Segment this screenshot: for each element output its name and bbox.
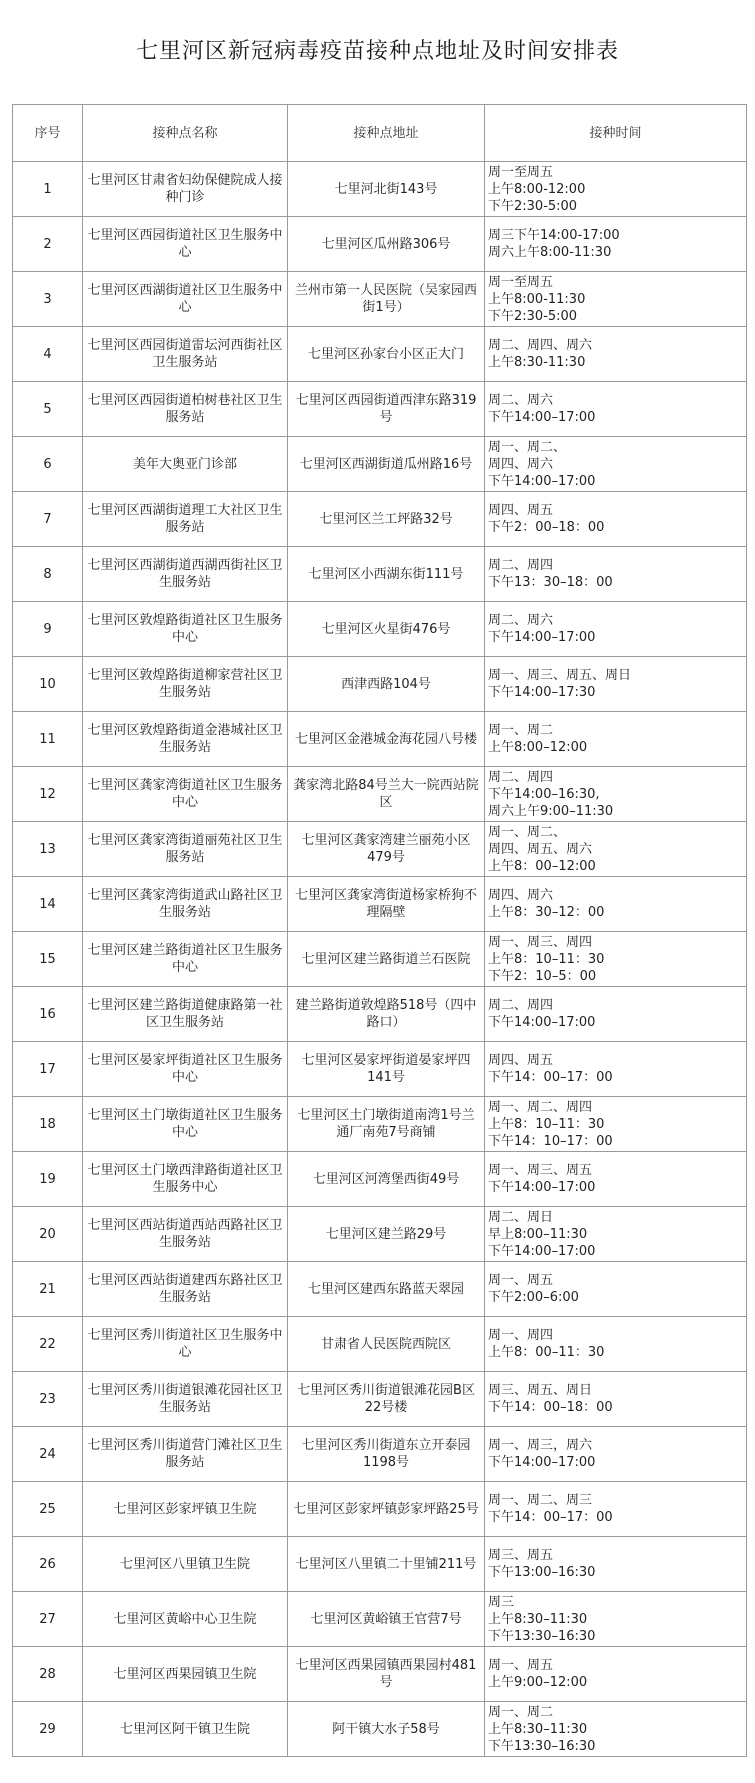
header-address: 接种点地址 bbox=[288, 105, 485, 162]
site-name: 七里河区敦煌路街道社区卫生服务中心 bbox=[83, 602, 288, 657]
vaccination-time: 周三下午14:00-17:00 周六上午8:00-11:30 bbox=[485, 217, 747, 272]
table-row bbox=[13, 1317, 747, 1372]
row-number: 13 bbox=[13, 822, 83, 877]
row-number: 14 bbox=[13, 877, 83, 932]
site-name: 七里河区龚家湾街道武山路社区卫生服务站 bbox=[83, 877, 288, 932]
table-row bbox=[13, 1702, 747, 1757]
vaccination-time: 周二、周日 早上8:00–11:30 下午14:00–17:00 bbox=[485, 1207, 747, 1262]
table-row bbox=[13, 1537, 747, 1592]
site-address: 兰州市第一人民医院（吴家园西街1号） bbox=[288, 272, 485, 327]
site-name: 七里河区彭家坪镇卫生院 bbox=[83, 1482, 288, 1537]
row-number: 21 bbox=[13, 1262, 83, 1317]
site-address: 阿干镇大水子58号 bbox=[288, 1702, 485, 1757]
vaccination-time: 周二、周四 下午14:00–17:00 bbox=[485, 987, 747, 1042]
table-row bbox=[13, 1207, 747, 1262]
site-name: 七里河区西湖街道西湖西街社区卫生服务站 bbox=[83, 547, 288, 602]
row-number: 15 bbox=[13, 932, 83, 987]
page-title: 七里河区新冠病毒疫苗接种点地址及时间安排表 bbox=[135, 39, 619, 64]
site-name: 七里河区西湖街道理工大社区卫生服务站 bbox=[83, 492, 288, 547]
site-name: 七里河区敦煌路街道金港城社区卫生服务站 bbox=[83, 712, 288, 767]
site-address: 七里河区西果园镇西果园村481号 bbox=[288, 1647, 485, 1702]
site-name: 美年大奥亚门诊部 bbox=[83, 437, 288, 492]
vaccination-time: 周二、周四 下午13：30–18：00 bbox=[485, 547, 747, 602]
vaccination-time: 周二、周四、周六 上午8:30-11:30 bbox=[485, 327, 747, 382]
row-number: 5 bbox=[13, 382, 83, 437]
table-row bbox=[13, 1097, 747, 1152]
site-address: 七里河区孙家台小区正大门 bbox=[288, 327, 485, 382]
table-row bbox=[13, 217, 747, 272]
vaccination-time: 周一、周五 下午2:00–6:00 bbox=[485, 1262, 747, 1317]
site-address: 七里河区火星街476号 bbox=[288, 602, 485, 657]
row-number: 1 bbox=[13, 162, 83, 217]
site-address: 七里河区兰工坪路32号 bbox=[288, 492, 485, 547]
table-row bbox=[13, 932, 747, 987]
row-number: 6 bbox=[13, 437, 83, 492]
site-name: 七里河区西园街道雷坛河西街社区卫生服务站 bbox=[83, 327, 288, 382]
site-name: 七里河区甘肃省妇幼保健院成人接种门诊 bbox=[83, 162, 288, 217]
table-body bbox=[13, 162, 747, 1757]
row-number: 28 bbox=[13, 1647, 83, 1702]
row-number: 27 bbox=[13, 1592, 83, 1647]
site-address: 七里河区西园街道西津东路319号 bbox=[288, 382, 485, 437]
row-number: 10 bbox=[13, 657, 83, 712]
vaccination-time: 周一、周二 上午8:30–11:30 下午13:30–16:30 bbox=[485, 1702, 747, 1757]
site-name: 七里河区西站街道西站西路社区卫生服务站 bbox=[83, 1207, 288, 1262]
table-row bbox=[13, 877, 747, 932]
vaccination-time: 周一、周二 上午8:00–12:00 bbox=[485, 712, 747, 767]
table-row bbox=[13, 272, 747, 327]
table-row bbox=[13, 767, 747, 822]
vaccination-time: 周四、周五 下午2：00–18：00 bbox=[485, 492, 747, 547]
table-row bbox=[13, 1427, 747, 1482]
site-address: 七里河区土门墩街道南湾1号兰通厂南苑7号商铺 bbox=[288, 1097, 485, 1152]
table-row bbox=[13, 1372, 747, 1427]
table-row bbox=[13, 382, 747, 437]
site-name: 七里河区土门墩街道社区卫生服务中心 bbox=[83, 1097, 288, 1152]
vaccination-time: 周三、周五、周日 下午14：00–18：00 bbox=[485, 1372, 747, 1427]
row-number: 9 bbox=[13, 602, 83, 657]
vaccination-time: 周一、周二、 周四、周六 下午14:00–17:00 bbox=[485, 437, 747, 492]
table-row bbox=[13, 327, 747, 382]
table-row bbox=[13, 492, 747, 547]
vaccination-time: 周一、周二、周四 上午8：10–11：30 下午14：10–17：00 bbox=[485, 1097, 747, 1152]
vaccination-time: 周一、周三，周六 下午14:00–17:00 bbox=[485, 1427, 747, 1482]
site-address: 七里河区秀川街道银滩花园B区22号楼 bbox=[288, 1372, 485, 1427]
site-address: 七里河区河湾堡西街49号 bbox=[288, 1152, 485, 1207]
row-number: 4 bbox=[13, 327, 83, 382]
vaccination-time: 周一、周三、周五 下午14:00–17:00 bbox=[485, 1152, 747, 1207]
table-row bbox=[13, 602, 747, 657]
site-address: 七里河区建兰路29号 bbox=[288, 1207, 485, 1262]
site-name: 七里河区西果园镇卫生院 bbox=[83, 1647, 288, 1702]
table-row bbox=[13, 1262, 747, 1317]
vaccination-time: 周三、周五 下午13:00–16:30 bbox=[485, 1537, 747, 1592]
vaccination-time: 周二、周四 下午14:00–16:30, 周六上午9:00–11:30 bbox=[485, 767, 747, 822]
vaccination-time: 周一、周五 上午9:00–12:00 bbox=[485, 1647, 747, 1702]
vaccination-time: 周二、周六 下午14:00–17:00 bbox=[485, 382, 747, 437]
vaccination-time: 周一至周五 上午8:00-12:00 下午2:30-5:00 bbox=[485, 162, 747, 217]
site-name: 七里河区秀川街道营门滩社区卫生服务站 bbox=[83, 1427, 288, 1482]
vaccination-schedule-table bbox=[12, 104, 747, 1757]
table-row bbox=[13, 162, 747, 217]
row-number: 22 bbox=[13, 1317, 83, 1372]
vaccination-time: 周一、周三、周五、周日 下午14:00–17:30 bbox=[485, 657, 747, 712]
vaccination-time: 周一、周二、周三 下午14：00–17：00 bbox=[485, 1482, 747, 1537]
table-row bbox=[13, 437, 747, 492]
vaccination-time: 周四、周六 上午8：30–12：00 bbox=[485, 877, 747, 932]
row-number: 29 bbox=[13, 1702, 83, 1757]
site-name: 七里河区西站街道建西东路社区卫生服务站 bbox=[83, 1262, 288, 1317]
site-address: 七里河区金港城金海花园八号楼 bbox=[288, 712, 485, 767]
row-number: 25 bbox=[13, 1482, 83, 1537]
table-row bbox=[13, 657, 747, 712]
site-address: 建兰路街道敦煌路518号（四中路口） bbox=[288, 987, 485, 1042]
vaccination-time: 周四、周五 下午14：00–17：00 bbox=[485, 1042, 747, 1097]
site-address: 七里河区瓜州路306号 bbox=[288, 217, 485, 272]
row-number: 23 bbox=[13, 1372, 83, 1427]
row-number: 12 bbox=[13, 767, 83, 822]
site-name: 七里河区敦煌路街道柳家营社区卫生服务站 bbox=[83, 657, 288, 712]
row-number: 7 bbox=[13, 492, 83, 547]
table-row bbox=[13, 987, 747, 1042]
site-address: 七里河区龚家湾建兰丽苑小区479号 bbox=[288, 822, 485, 877]
site-name: 七里河区土门墩西津路街道社区卫生服务中心 bbox=[83, 1152, 288, 1207]
site-name: 七里河区阿干镇卫生院 bbox=[83, 1702, 288, 1757]
table-row bbox=[13, 1482, 747, 1537]
site-name: 七里河区西园街道社区卫生服务中心 bbox=[83, 217, 288, 272]
site-address: 七里河北街143号 bbox=[288, 162, 485, 217]
site-name: 七里河区龚家湾街道丽苑社区卫生服务站 bbox=[83, 822, 288, 877]
row-number: 8 bbox=[13, 547, 83, 602]
vaccination-time: 周三 上午8:30–11:30 下午13:30–16:30 bbox=[485, 1592, 747, 1647]
header-time: 接种时间 bbox=[485, 105, 747, 162]
vaccination-time: 周一至周五 上午8:00-11:30 下午2:30-5:00 bbox=[485, 272, 747, 327]
site-address: 七里河区西湖街道瓜州路16号 bbox=[288, 437, 485, 492]
site-name: 七里河区西湖街道社区卫生服务中心 bbox=[83, 272, 288, 327]
header-name: 接种点名称 bbox=[83, 105, 288, 162]
row-number: 24 bbox=[13, 1427, 83, 1482]
site-name: 七里河区西园街道柏树巷社区卫生服务站 bbox=[83, 382, 288, 437]
site-address: 西津西路104号 bbox=[288, 657, 485, 712]
table-row bbox=[13, 1042, 747, 1097]
vaccination-time: 周一、周三、周四 上午8：10–11：30 下午2：10–5：00 bbox=[485, 932, 747, 987]
vaccination-time: 周一、周二、 周四、周五、周六 上午8：00–12:00 bbox=[485, 822, 747, 877]
vaccination-time: 周一、周四 上午8：00–11：30 bbox=[485, 1317, 747, 1372]
site-address: 七里河区龚家湾街道杨家桥狗不理隔壁 bbox=[288, 877, 485, 932]
table-row bbox=[13, 712, 747, 767]
row-number: 17 bbox=[13, 1042, 83, 1097]
row-number: 20 bbox=[13, 1207, 83, 1262]
table-row bbox=[13, 1152, 747, 1207]
row-number: 3 bbox=[13, 272, 83, 327]
site-address: 七里河区黄峪镇王官营7号 bbox=[288, 1592, 485, 1647]
site-address: 龚家湾北路84号兰大一院西站院区 bbox=[288, 767, 485, 822]
site-address: 七里河区秀川街道东立开泰园1198号 bbox=[288, 1427, 485, 1482]
table-row bbox=[13, 547, 747, 602]
table-row bbox=[13, 1592, 747, 1647]
site-name: 七里河区秀川街道银滩花园社区卫生服务站 bbox=[83, 1372, 288, 1427]
site-name: 七里河区秀川街道社区卫生服务中心 bbox=[83, 1317, 288, 1372]
site-address: 七里河区八里镇二十里铺211号 bbox=[288, 1537, 485, 1592]
table-row bbox=[13, 822, 747, 877]
header-no: 序号 bbox=[13, 105, 83, 162]
site-name: 七里河区龚家湾街道社区卫生服务中心 bbox=[83, 767, 288, 822]
row-number: 2 bbox=[13, 217, 83, 272]
site-name: 七里河区建兰路街道社区卫生服务中心 bbox=[83, 932, 288, 987]
site-name: 七里河区晏家坪街道社区卫生服务中心 bbox=[83, 1042, 288, 1097]
site-name: 七里河区八里镇卫生院 bbox=[83, 1537, 288, 1592]
site-address: 甘肃省人民医院西院区 bbox=[288, 1317, 485, 1372]
site-name: 七里河区黄峪中心卫生院 bbox=[83, 1592, 288, 1647]
site-address: 七里河区建西东路蓝天翠园 bbox=[288, 1262, 485, 1317]
table-row bbox=[13, 1647, 747, 1702]
site-address: 七里河区建兰路街道兰石医院 bbox=[288, 932, 485, 987]
row-number: 26 bbox=[13, 1537, 83, 1592]
vaccination-time: 周二、周六 下午14:00–17:00 bbox=[485, 602, 747, 657]
site-address: 七里河区彭家坪镇彭家坪路25号 bbox=[288, 1482, 485, 1537]
site-address: 七里河区小西湖东街111号 bbox=[288, 547, 485, 602]
header-row bbox=[13, 105, 747, 162]
row-number: 18 bbox=[13, 1097, 83, 1152]
row-number: 11 bbox=[13, 712, 83, 767]
site-address: 七里河区晏家坪街道晏家坪四141号 bbox=[288, 1042, 485, 1097]
row-number: 16 bbox=[13, 987, 83, 1042]
row-number: 19 bbox=[13, 1152, 83, 1207]
site-name: 七里河区建兰路街道健康路第一社区卫生服务站 bbox=[83, 987, 288, 1042]
